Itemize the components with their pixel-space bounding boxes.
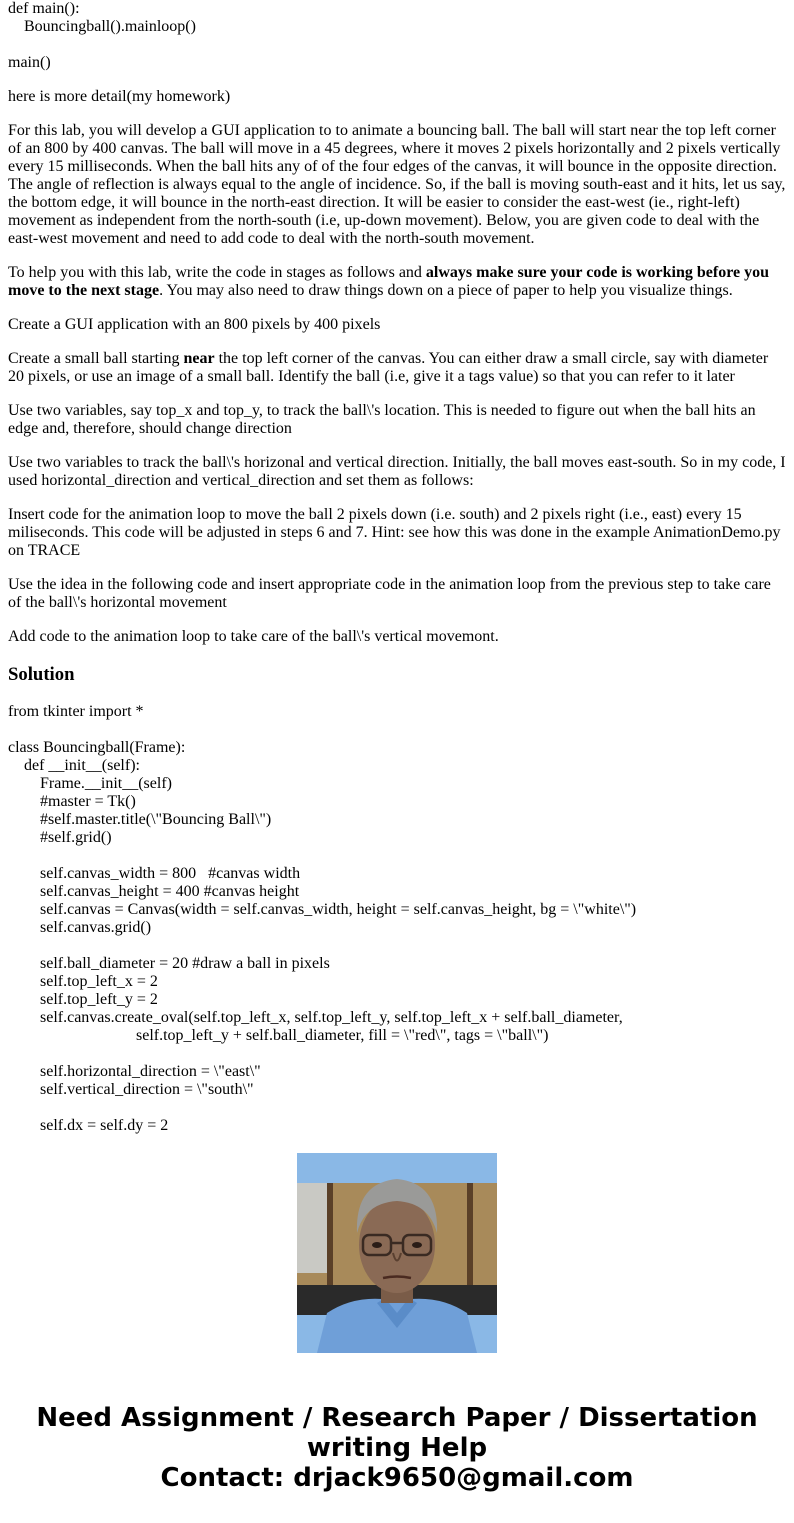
assignment-description: [8, 88, 788, 662]
code-line: self.top_left_x = 2: [8, 973, 158, 990]
step-create-ball: Create a small ball starting near the top left corner of the canvas. You can either draw a small circle, say with diameter 20 pixels, or use an image of a small ball. Identify the ball (i.e, give it a tags value) so that you can refer to it later: [8, 350, 769, 385]
code-line: self.top_left_y = 2: [8, 991, 158, 1008]
code-line: [8, 937, 788, 955]
code-line: [8, 36, 196, 54]
code-line: Frame.__init__(self): [8, 775, 172, 792]
step-track-direction: Use two variables to track the ball\'s horizonal and vertical direction. Initially, the ball moves east-south. So in my code, I used horizontal_direction and vertical_direction and set them as follows:: [8, 454, 786, 489]
emphasis-text: always make sure your code is working before you move to the next stage: [8, 264, 770, 299]
code-line: self.horizontal_direction = \"east\": [8, 1063, 261, 1080]
solution-code-block: [8, 703, 788, 1134]
avatar: [297, 1153, 497, 1353]
code-line: main(): [8, 54, 51, 71]
code-line: self.top_left_y + self.ball_diameter, fill = \"red\", tags = \"ball\"): [8, 1027, 549, 1044]
top-code-snippet: [8, 0, 196, 72]
step-vertical-movement: Add code to the animation loop to take care of the ball\'s vertical movemont.: [8, 628, 499, 645]
emphasis-text: near: [183, 350, 215, 367]
solution-section: [8, 664, 788, 686]
code-line: [8, 847, 788, 865]
code-line: self.vertical_direction = \"south\": [8, 1081, 254, 1098]
paragraph-stages: To help you with this lab, write the code in stages as follows and always make sure your code is working before you move to the next stage. You may also need to draw things down on a piece of paper to help you visualize things.: [8, 264, 770, 299]
code-line: Bouncingball().mainloop(): [24, 18, 196, 35]
code-line: #master = Tk(): [8, 793, 136, 810]
paragraph-overview: For this lab, you will develop a GUI application to to animate a bouncing ball. The ball will start near the top left corner of an 800 by 400 canvas. The ball will move in a 45 degrees, where it moves 2 pixels horizontally and 2 pixels vertically every 15 milliseconds. When the ball hits any of of the four edges of the canvas, it will bounce in the opposite direction. The angle of reflection is always equal to the angle of incidence. So, if the ball is moving south-east and it hits, let us say, the bottom edge, it will bounce in the north-east direction. It will be easier to consider the east-west (ie., right-left) movement as independent from the north-south (i.e, up-down movement). Below, you are given code to deal with the east-west movement and need to add code to deal with the north-south movement.: [8, 122, 786, 247]
step-animation-loop: Insert code for the animation loop to move the ball 2 pixels down (i.e. south) and 2 pixels right (i.e., east) every 15 miliseconds. This code will be adjusted in steps 6 and 7. Hint: see how this was done in the example AnimationDemo.py on TRACE: [8, 506, 781, 559]
code-line: [8, 1045, 788, 1063]
code-line: self.ball_diameter = 20 #draw a ball in pixels: [8, 955, 330, 972]
step-horizontal-movement: Use the idea in the following code and insert appropriate code in the animation loop from the previous step to take care of the ball\'s horizontal movement: [8, 576, 771, 611]
step-track-location: Use two variables, say top_x and top_y, to track the ball\'s location. This is needed to figure out when the ball hits an edge and, therefore, should change direction: [8, 402, 756, 437]
code-line: class Bouncingball(Frame):: [8, 739, 186, 756]
code-line: self.canvas = Canvas(width = self.canvas_width, height = self.canvas_height, bg = \"white\"): [8, 901, 637, 918]
code-line: self.canvas_width = 800 #canvas width: [8, 865, 301, 882]
code-line: def __init__(self):: [8, 757, 140, 774]
code-line: self.canvas.create_oval(self.top_left_x, self.top_left_y, self.top_left_x + self.ball_diameter,: [8, 1009, 623, 1026]
code-line: #self.grid(): [8, 829, 112, 846]
footer-line: Need Assignment / Research Paper / Dissertation: [36, 1403, 758, 1433]
code-line: [8, 1099, 788, 1117]
code-line: def main():: [8, 0, 80, 17]
intro-text: here is more detail(my homework): [8, 88, 231, 105]
step-create-gui: Create a GUI application with an 800 pixels by 400 pixels: [8, 316, 381, 333]
code-line: from tkinter import *: [8, 703, 144, 720]
code-line: self.canvas.grid(): [8, 919, 152, 936]
solution-heading: Solution: [8, 664, 75, 685]
code-line: self.dx = self.dy = 2: [8, 1117, 169, 1134]
contact-footer: [0, 1403, 794, 1493]
code-line: #self.master.title(\"Bouncing Ball\"): [8, 811, 272, 828]
code-line: [8, 721, 788, 739]
footer-line: writing Help: [306, 1433, 488, 1463]
contact-email: Contact: drjack9650@gmail.com: [160, 1463, 634, 1493]
person-photo-icon: [297, 1153, 497, 1353]
code-line: self.canvas_height = 400 #canvas height: [8, 883, 300, 900]
